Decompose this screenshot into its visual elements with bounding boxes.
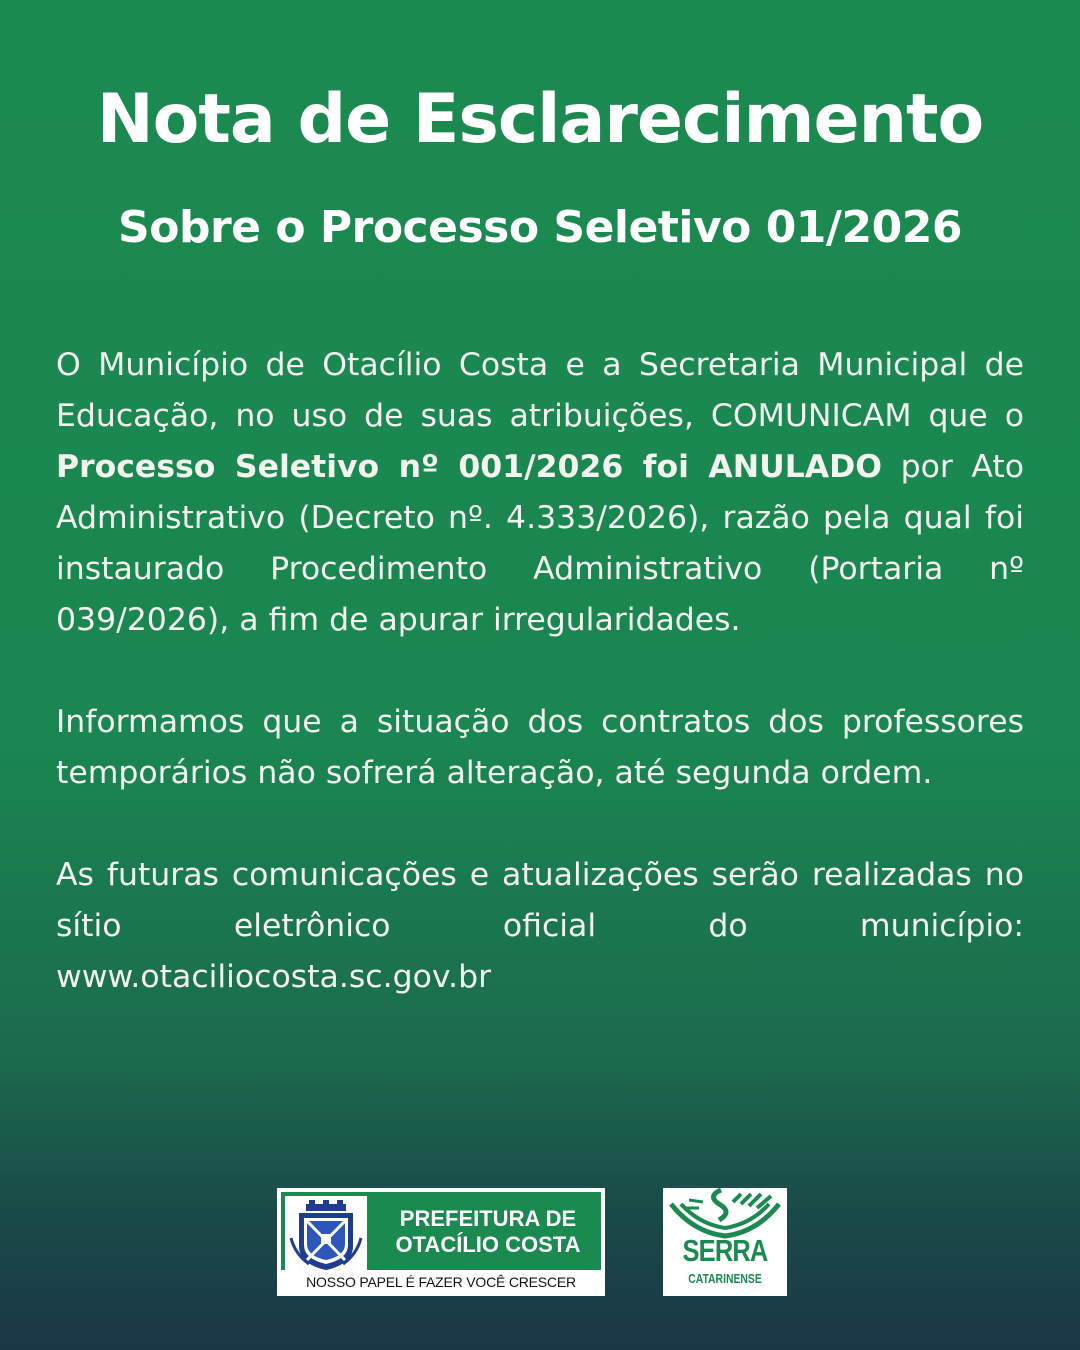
paragraph-annulment-highlight: Processo Seletivo nº 001/2026 foi ANULADO — [56, 449, 883, 485]
prefeitura-slogan: NOSSO PAPEL É FAZER VOCÊ CRESCER — [306, 1274, 576, 1290]
page-subtitle: Sobre o Processo Seletivo 01/2026 — [118, 202, 962, 253]
coat-of-arms-icon — [285, 1196, 367, 1274]
paragraph-annulment — [56, 340, 1024, 646]
paragraph-annulment-end: por Ato Administrativo (Decreto nº. 4.333/2026), razão pela qual foi instaurado Procedimento Administrativo (Portaria nº 039/2026), a fim de apurar irregularidades. — [56, 449, 1024, 638]
prefeitura-name — [377, 1206, 599, 1258]
prefeitura-logo-banner — [281, 1192, 601, 1270]
footer-logos — [0, 1188, 1080, 1296]
prefeitura-logo — [277, 1188, 605, 1296]
paragraph-communications: As futuras comunicações e atualizações serão realizadas no sítio eletrônico oficial do município: www.otaciliocosta.sc.gov.br — [56, 857, 1024, 995]
announcement-body — [56, 340, 1024, 1054]
page-title: Nota de Esclarecimento — [96, 80, 984, 159]
serra-name: SERRA — [682, 1233, 768, 1268]
paragraph-contracts: Informamos que a situação dos contratos dos professores temporários não sofrerá alteração, até segunda ordem. — [56, 704, 1024, 791]
prefeitura-name-line1: PREFEITURA DE — [399, 1206, 577, 1231]
paragraph-annulment-start: O Município de Otacílio Costa e a Secretaria Municipal de Educação, no uso de suas atribuições, COMUNICAM que o — [56, 347, 1024, 434]
serra-subtitle: CATARINENSE — [688, 1271, 762, 1286]
serra-catarinense-logo — [663, 1188, 787, 1296]
prefeitura-name-line2: OTACÍLIO COSTA — [395, 1232, 581, 1257]
